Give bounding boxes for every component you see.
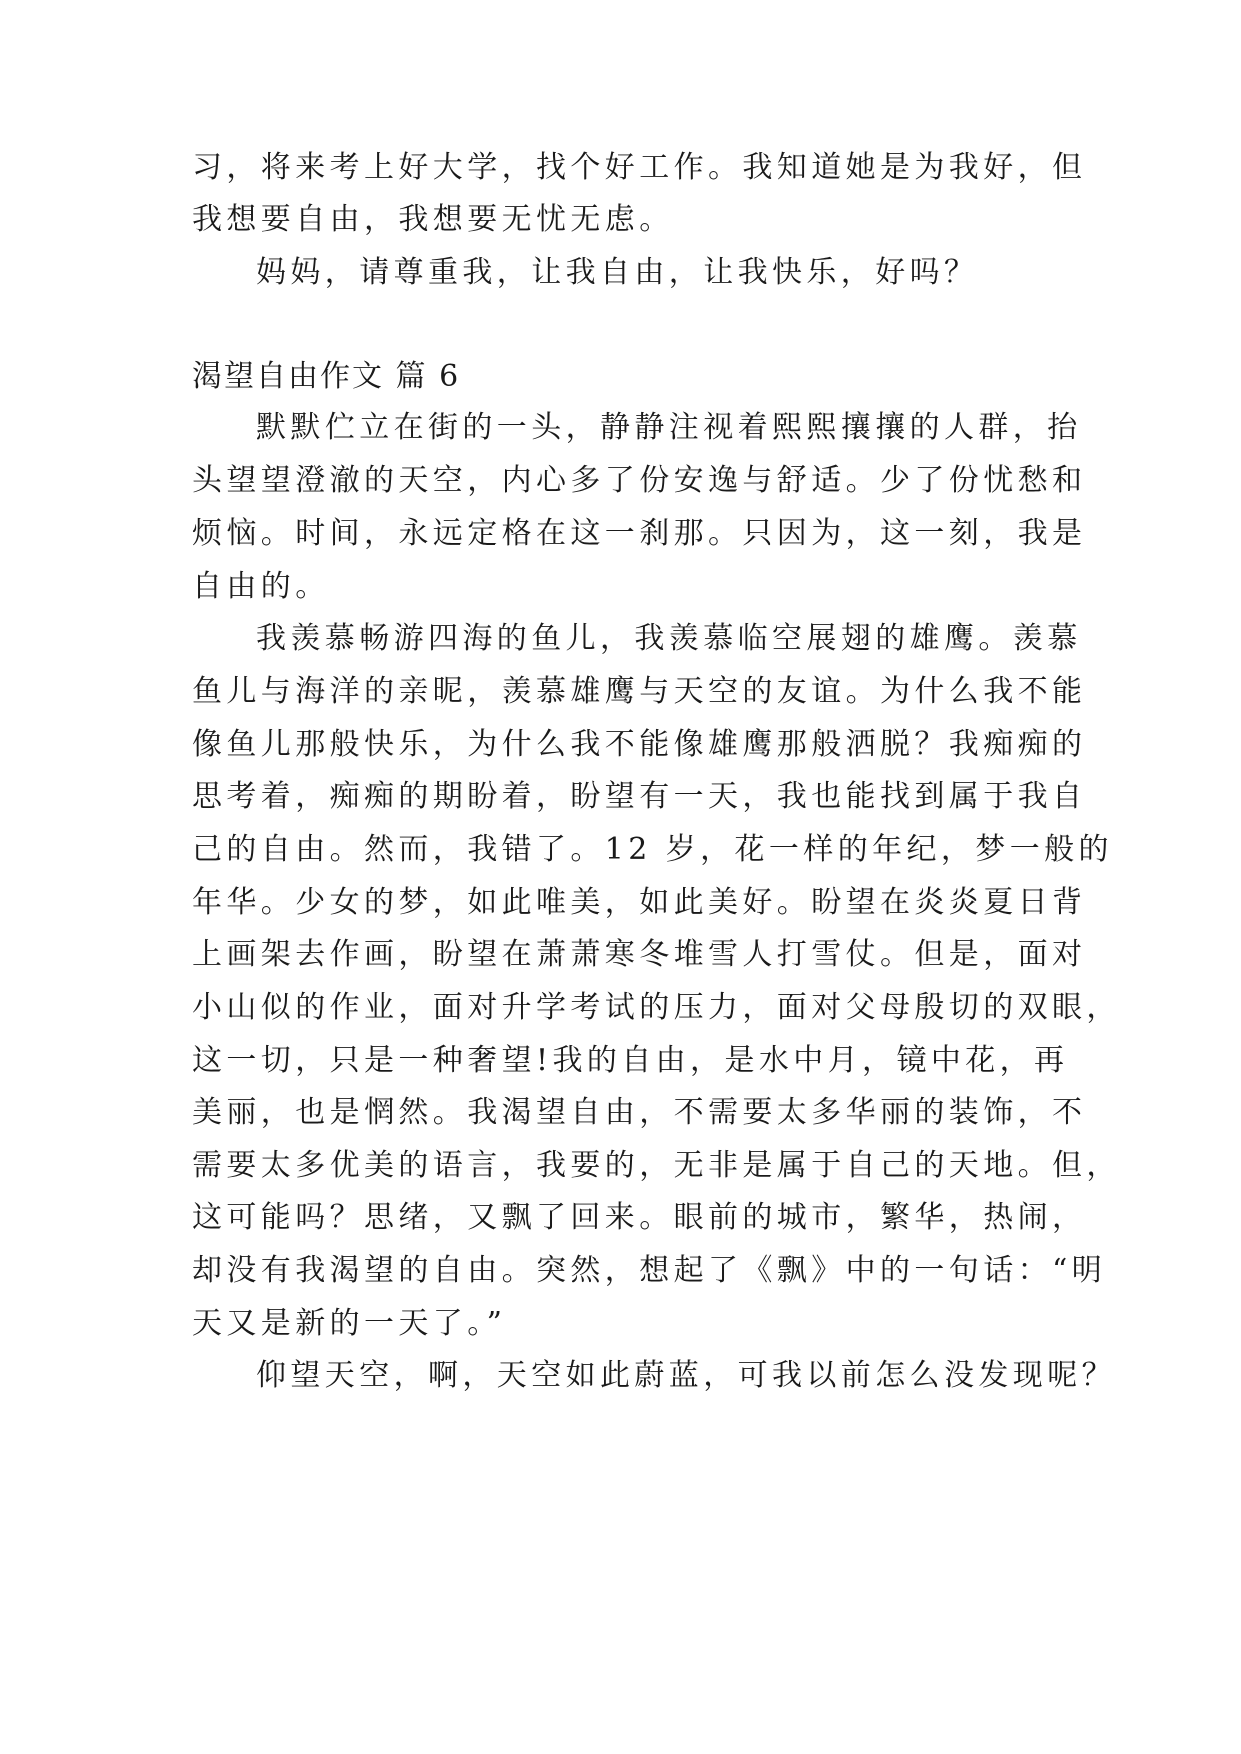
text-line: 习，将来考上好大学，找个好工作。我知道她是为我好，但: [192, 150, 1087, 185]
text-line: 默默伫立在街的一头，静静注视着熙熙攘攘的人群，抬: [256, 410, 1082, 445]
text-line: 己的自由。然而，我错了。12 岁，花一样的年纪，梦一般的: [192, 832, 1113, 867]
text-line: 小山似的作业，面对升学考试的压力，面对父母殷切的双眼，: [192, 990, 1121, 1025]
text-line: 我想要自由，我想要无忧无虑。: [192, 202, 674, 237]
text-line: 年华。少女的梦，如此唯美，如此美好。盼望在炎炎夏日背: [192, 885, 1087, 920]
text-line: 妈妈，请尊重我，让我自由，让我快乐，好吗？: [256, 255, 979, 290]
text-line: 却没有我渴望的自由。突然，想起了《飘》中的一句话：“明: [192, 1253, 1107, 1288]
text-line: 需要太多优美的语言，我要的，无非是属于自己的天地。但，: [192, 1148, 1121, 1183]
text-line: 像鱼儿那般快乐，为什么我不能像雄鹰那般洒脱？我痴痴的: [192, 727, 1087, 762]
text-line: 自由的。: [192, 569, 330, 604]
text-line: 这一切，只是一种奢望!我的自由，是水中月，镜中花，再: [192, 1043, 1069, 1078]
text-line: 天又是新的一天了。”: [192, 1306, 507, 1341]
text-line: 上画架去作画，盼望在萧萧寒冬堆雪人打雪仗。但是，面对: [192, 937, 1087, 972]
section-heading: 渴望自由作文 篇 6: [192, 359, 461, 394]
text-line: 头望望澄澈的天空，内心多了份安逸与舒适。少了份忧愁和: [192, 463, 1087, 498]
text-line: 这可能吗？思绪，又飘了回来。眼前的城市，繁华，热闹，: [192, 1200, 1087, 1235]
text-line: 思考着，痴痴的期盼着，盼望有一天，我也能找到属于我自: [192, 779, 1087, 814]
text-line: 仰望天空，啊，天空如此蔚蓝，可我以前怎么没发现呢？: [256, 1358, 1116, 1393]
text-line: 美丽，也是惘然。我渴望自由，不需要太多华丽的装饰，不: [192, 1095, 1087, 1130]
text-line: 鱼儿与海洋的亲昵，羡慕雄鹰与天空的友谊。为什么我不能: [192, 674, 1087, 709]
text-line: 烦恼。时间，永远定格在这一刹那。只因为，这一刻，我是: [192, 516, 1087, 551]
text-line: 我羡慕畅游四海的鱼儿，我羡慕临空展翅的雄鹰。羡慕: [256, 621, 1082, 656]
